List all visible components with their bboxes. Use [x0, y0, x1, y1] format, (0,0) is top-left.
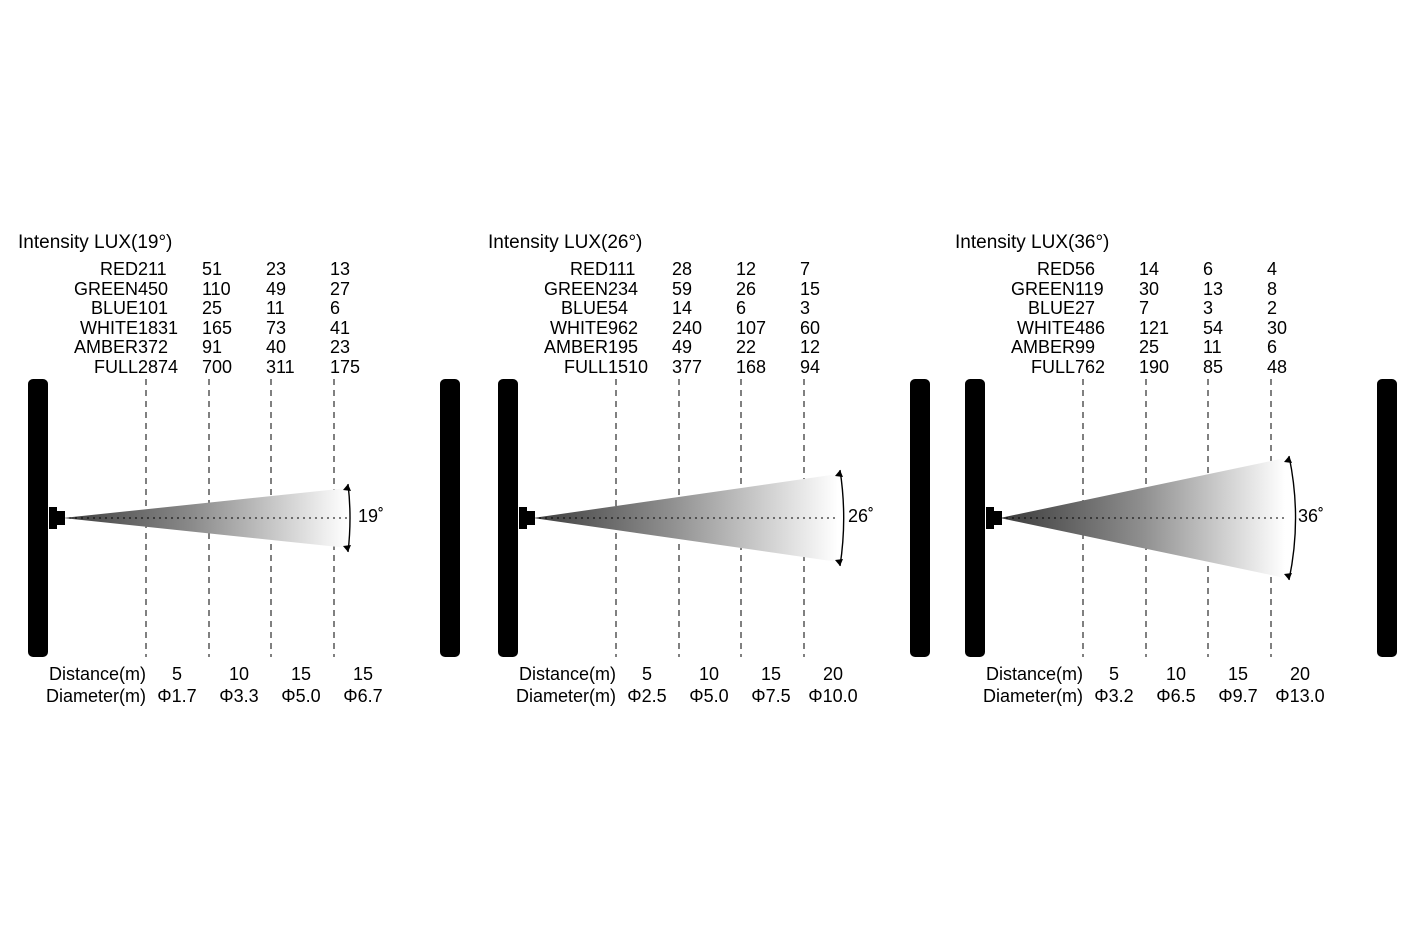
beam-panel-19 — [18, 232, 478, 707]
panel-title: Intensity LUX(36°) — [955, 232, 1110, 253]
row-value: 25 — [1139, 337, 1160, 357]
row-value: 94 — [800, 356, 821, 377]
diameter-value: Φ7.5 — [751, 686, 791, 706]
row-value: 2874 — [138, 356, 179, 377]
table-row — [18, 338, 394, 358]
row-value: 195 — [608, 337, 639, 357]
row-value: 1510 — [608, 356, 649, 377]
row-value: 107 — [736, 317, 767, 338]
row-value: 22 — [736, 337, 757, 357]
row-value: 165 — [202, 317, 233, 338]
distance-value: 5 — [641, 664, 652, 684]
row-value: 962 — [608, 317, 639, 338]
diameter-value: Φ3.3 — [219, 686, 259, 706]
distance-label: Distance(m) — [48, 664, 146, 684]
row-label: GREEN — [1010, 278, 1075, 299]
row-value: 700 — [202, 356, 233, 377]
row-label: RED — [1036, 259, 1075, 279]
diameter-label: Diameter(m) — [45, 686, 146, 706]
row-label: AMBER — [1010, 337, 1075, 357]
diameter-value: Φ2.5 — [627, 686, 667, 706]
row-value: 30 — [1267, 317, 1288, 338]
row-label: BLUE — [1027, 298, 1075, 318]
diameter-value: Φ6.7 — [343, 686, 383, 706]
row-value: 4 — [1267, 259, 1278, 279]
row-value: 7 — [800, 259, 811, 279]
table-row — [955, 663, 1331, 685]
row-value: 372 — [138, 337, 169, 357]
row-value: 240 — [672, 317, 703, 338]
distance-label: Distance(m) — [518, 664, 616, 684]
distance-value: 15 — [760, 664, 782, 684]
row-value: 111 — [608, 259, 636, 279]
distance-label: Distance(m) — [985, 664, 1083, 684]
beam-panel-26 — [488, 232, 948, 707]
row-value: 175 — [330, 356, 361, 377]
row-label: WHITE — [1017, 317, 1075, 338]
table-row — [955, 358, 1331, 378]
beam-diagram — [955, 377, 1415, 659]
row-value: 99 — [1075, 337, 1096, 357]
distance-value: 20 — [1289, 664, 1311, 684]
table-row — [488, 338, 864, 358]
table-row — [18, 358, 394, 378]
distance-table — [955, 663, 1331, 707]
beam-angle-label: 26˚ — [848, 506, 875, 526]
row-value: 40 — [266, 337, 287, 357]
row-value: 11 — [266, 298, 285, 318]
row-value: 27 — [1075, 298, 1096, 318]
row-label: AMBER — [543, 337, 608, 357]
table-row — [955, 685, 1331, 707]
row-value: 59 — [672, 278, 693, 299]
distance-value: 10 — [698, 664, 720, 684]
diameter-value: Φ1.7 — [157, 686, 197, 706]
table-row — [488, 260, 864, 280]
diameter-value: Φ5.0 — [689, 686, 729, 706]
distance-value: 15 — [1227, 664, 1249, 684]
row-value: 54 — [1203, 317, 1224, 338]
row-value: 1831 — [138, 317, 179, 338]
row-value: 6 — [736, 298, 747, 318]
table-row — [18, 685, 394, 707]
beam-angle-label: 36˚ — [1298, 506, 1325, 526]
row-label: FULL — [1030, 356, 1075, 377]
row-value: 101 — [138, 298, 169, 318]
row-value: 121 — [1139, 317, 1170, 338]
distance-value: 15 — [352, 664, 374, 684]
intensity-table — [18, 260, 394, 377]
table-row — [955, 280, 1331, 300]
diameter-value: Φ6.5 — [1156, 686, 1196, 706]
row-value: 14 — [672, 298, 693, 318]
row-value: 11 — [1203, 337, 1222, 357]
row-value: 23 — [330, 337, 351, 357]
table-row — [955, 338, 1331, 358]
table-row — [18, 663, 394, 685]
row-value: 6 — [330, 298, 341, 318]
table-row — [488, 685, 864, 707]
distance-value: 10 — [228, 664, 250, 684]
table-row — [955, 319, 1331, 339]
row-label: GREEN — [73, 278, 138, 299]
table-row — [18, 319, 394, 339]
row-value: 54 — [608, 298, 629, 318]
row-label: FULL — [563, 356, 608, 377]
row-value: 85 — [1203, 356, 1224, 377]
table-row — [488, 319, 864, 339]
row-value: 2 — [1267, 298, 1278, 318]
table-row — [18, 299, 394, 319]
row-label: FULL — [93, 356, 138, 377]
diameter-value: Φ5.0 — [281, 686, 321, 706]
row-value: 6 — [1203, 259, 1214, 279]
row-value: 15 — [800, 278, 821, 299]
intensity-table — [955, 260, 1331, 377]
row-value: 234 — [608, 278, 639, 299]
row-value: 110 — [202, 278, 231, 299]
row-value: 30 — [1139, 278, 1160, 299]
row-value: 56 — [1075, 259, 1096, 279]
table-row — [955, 299, 1331, 319]
row-value: 311 — [266, 356, 295, 377]
row-value: 73 — [266, 317, 287, 338]
intensity-table — [488, 260, 864, 377]
table-row — [488, 358, 864, 378]
row-value: 3 — [1203, 298, 1214, 318]
row-value: 28 — [672, 259, 693, 279]
row-label: RED — [569, 259, 608, 279]
row-value: 41 — [330, 317, 351, 338]
row-value: 51 — [202, 259, 223, 279]
row-value: 49 — [672, 337, 693, 357]
row-label: RED — [99, 259, 138, 279]
row-value: 48 — [1267, 356, 1288, 377]
table-row — [18, 280, 394, 300]
beam-panel-36 — [955, 232, 1415, 707]
beam-angle-label: 19˚ — [358, 506, 385, 526]
diameter-value: Φ10.0 — [808, 686, 858, 706]
row-label: WHITE — [550, 317, 608, 338]
distance-value: 15 — [290, 664, 312, 684]
diameter-value: Φ9.7 — [1218, 686, 1258, 706]
diameter-value: Φ13.0 — [1275, 686, 1325, 706]
row-value: 23 — [266, 259, 287, 279]
row-value: 119 — [1075, 278, 1104, 299]
table-row — [955, 260, 1331, 280]
row-value: 450 — [138, 278, 169, 299]
distance-table — [18, 663, 394, 707]
row-value: 13 — [330, 259, 351, 279]
row-value: 168 — [736, 356, 767, 377]
row-value: 14 — [1139, 259, 1160, 279]
row-value: 377 — [672, 356, 703, 377]
row-label: BLUE — [560, 298, 608, 318]
panel-title: Intensity LUX(26°) — [488, 232, 643, 253]
beam-diagram — [18, 377, 478, 659]
diameter-label: Diameter(m) — [515, 686, 616, 706]
row-value: 7 — [1139, 298, 1150, 318]
row-value: 6 — [1267, 337, 1278, 357]
row-value: 27 — [330, 278, 351, 299]
row-value: 13 — [1203, 278, 1224, 299]
row-value: 762 — [1075, 356, 1106, 377]
row-value: 211 — [138, 259, 167, 279]
row-value: 190 — [1139, 356, 1170, 377]
row-label: BLUE — [90, 298, 138, 318]
row-value: 3 — [800, 298, 811, 318]
row-value: 49 — [266, 278, 287, 299]
row-label: GREEN — [543, 278, 608, 299]
distance-value: 10 — [1165, 664, 1187, 684]
diameter-label: Diameter(m) — [982, 686, 1083, 706]
row-value: 25 — [202, 298, 223, 318]
distance-value: 5 — [171, 664, 182, 684]
panel-title: Intensity LUX(19°) — [18, 232, 173, 253]
table-row — [18, 260, 394, 280]
table-row — [488, 663, 864, 685]
diameter-value: Φ3.2 — [1094, 686, 1134, 706]
row-label: AMBER — [73, 337, 138, 357]
row-value: 486 — [1075, 317, 1106, 338]
row-value: 12 — [736, 259, 757, 279]
table-row — [488, 280, 864, 300]
distance-value: 5 — [1108, 664, 1119, 684]
distance-table — [488, 663, 864, 707]
row-label: WHITE — [80, 317, 138, 338]
row-value: 91 — [202, 337, 223, 357]
table-row — [488, 299, 864, 319]
row-value: 12 — [800, 337, 821, 357]
row-value: 8 — [1267, 278, 1278, 299]
distance-value: 20 — [822, 664, 844, 684]
beam-diagram — [488, 377, 948, 659]
row-value: 26 — [736, 278, 757, 299]
row-value: 60 — [800, 317, 821, 338]
